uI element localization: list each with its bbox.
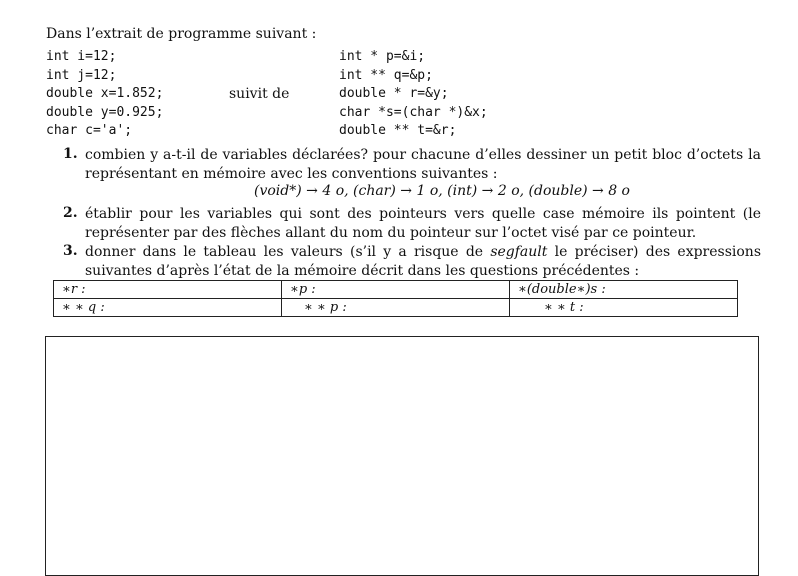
code-line: int i=12; (46, 49, 117, 64)
code-line: int * p=&i; (339, 49, 426, 64)
code-block-left (46, 48, 163, 141)
code-line: double ** t=&r; (339, 123, 457, 138)
question-text (85, 243, 761, 281)
table-row (54, 281, 738, 299)
question-number: 1. (63, 146, 78, 162)
middle-label: suivit de (229, 86, 290, 102)
question-text: combien y a-t-il de variables déclarées? pour chacune d’elles dessiner un petit bloc d’octets la représentant en mémoire avec les conventions suivantes : (85, 147, 761, 182)
code-line: double * r=&y; (339, 86, 449, 101)
code-line: char *s=(char *)&x; (339, 104, 488, 120)
conventions-formula: (void*) → 4 o, (char) → 1 o, (int) → 2 o, (double) → 8 o (254, 183, 630, 199)
code-line: double x=1.852; (46, 86, 164, 101)
table-cell[interactable]: ∗ ∗ q : (54, 299, 282, 317)
table-cell[interactable]: ∗ ∗ t : (510, 299, 738, 317)
expressions-table (53, 280, 738, 317)
question-text-part: le préciser) des expressions suivantes d’après l’état de la mémoire décrit dans les questions précédentes : (85, 244, 762, 279)
table-cell[interactable]: ∗r : (54, 281, 282, 299)
table-cell[interactable]: ∗ ∗ p : (282, 299, 510, 317)
question-text: établir pour les variables qui sont des pointeurs vers quelle case mémoire ils pointent (le représenter par des flèches allant du nom du pointeur sur l’octet visé par ce pointeur. (85, 206, 761, 241)
table-cell[interactable]: ∗(double∗)s : (510, 281, 738, 299)
question-number: 2. (63, 205, 78, 221)
segfault-term: segfault (490, 244, 548, 260)
code-line: char c='a'; (46, 123, 133, 138)
code-line: int j=12; (46, 67, 117, 83)
question-text-part: donner dans le tableau les valeurs (s’il y a risque de (85, 244, 491, 260)
code-line: double y=0.925; (46, 104, 164, 120)
question-number: 3. (63, 243, 78, 259)
intro-text: Dans l’extrait de programme suivant : (46, 26, 317, 42)
code-line: int ** q=&p; (339, 67, 433, 83)
table-row (54, 299, 738, 317)
code-block-right (339, 48, 488, 141)
answer-box[interactable] (45, 336, 759, 576)
table-cell[interactable]: ∗p : (282, 281, 510, 299)
